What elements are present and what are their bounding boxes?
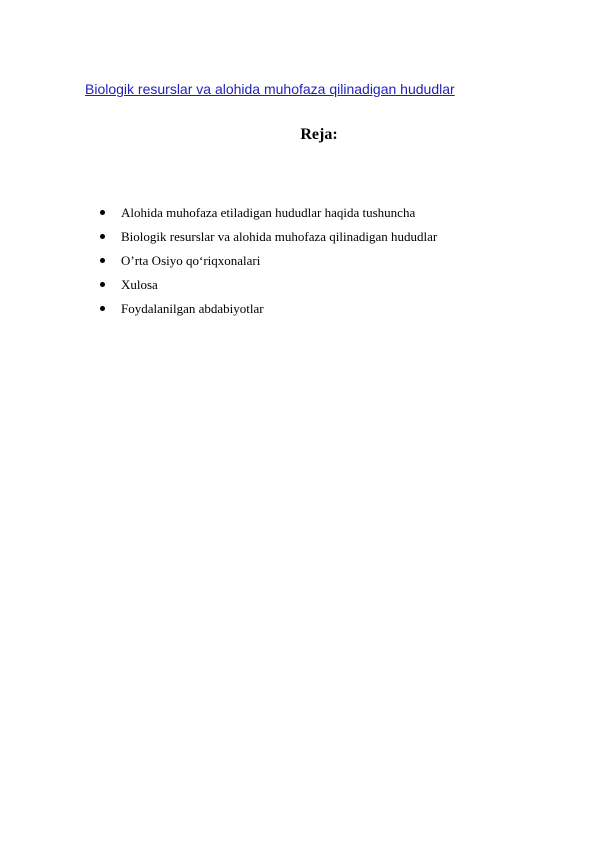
list-item-text: Foydalanilgan abdabiyotlar: [121, 301, 264, 316]
bullet-icon: [100, 282, 105, 287]
page-title: Reja:: [300, 126, 338, 143]
list-item-text: O’rta Osiyo qo‘riqxonalari: [121, 253, 261, 268]
list-item-text: Biologik resurslar va alohida muhofaza qilinadigan hududlar: [121, 229, 438, 244]
document-heading-link[interactable]: Biologik resurslar va alohida muhofaza qilinadigan hududlar: [85, 81, 455, 97]
bullet-icon: [100, 210, 105, 215]
list-item-text: Xulosa: [121, 277, 158, 292]
list-item-text: Alohida muhofaza etiladigan hududlar haqida tushuncha: [121, 205, 416, 220]
bullet-icon: [100, 306, 105, 311]
bullet-icon: [100, 258, 105, 263]
bullet-icon: [100, 234, 105, 239]
